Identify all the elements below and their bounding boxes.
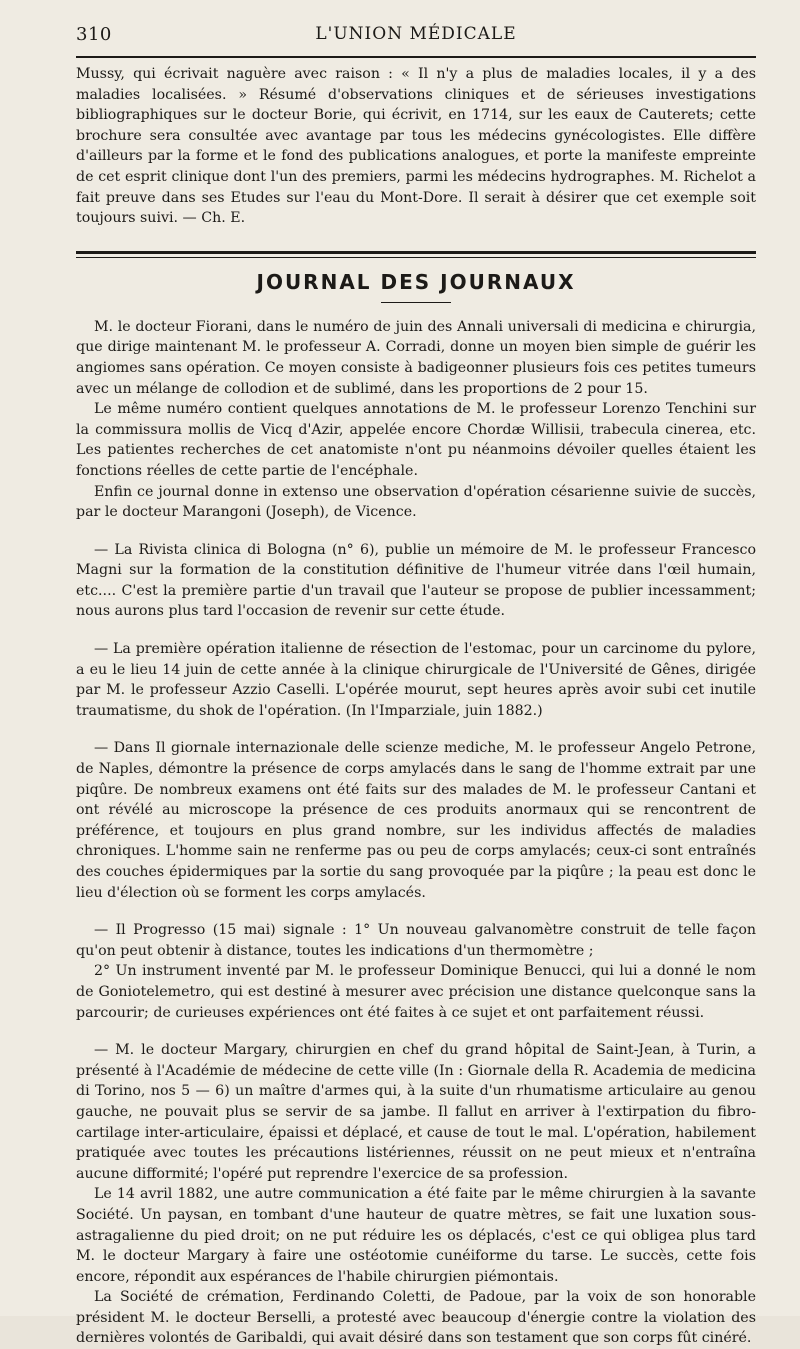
paragraph: M. le docteur Fiorani, dans le numéro de juin des Annali universali di medicina e chirurgia, que dirige maintenant M. le professeur A. Corradi, donne un moyen bien simple de guérir les angiomes sans opération. Ce moyen consiste à badigeonner plusieurs fois ces petites tumeurs avec un mélange de collodion et de sublimé, dans les proportions de 2 pour 15.	[76, 318, 756, 397]
paragraph: La Société de crémation, Ferdinando Coletti, de Padoue, par la voix de son honorable président M. le docteur Berselli, a protesté avec beaucoup d'énergie contre la violation des dernières volontés de Garibaldi, qui avait désiré dans son testament que son corps fût cinéré.	[76, 1289, 756, 1347]
running-title: L'UNION MÉDICALE	[315, 24, 517, 44]
article-body	[76, 317, 756, 1349]
title-rule	[381, 302, 451, 303]
page-header	[76, 18, 756, 48]
paragraph: — Il Progresso (15 mai) signale : 1° Un nouveau galvanomètre construit de telle façon qu'on peut obtenir à distance, toutes les indications d'un thermomètre ;	[76, 922, 756, 959]
paragraph: — La première opération italienne de résection de l'estomac, pour un carcinome du pylore, a eu le lieu 14 juin de cette année à la clinique chirurgicale de l'Université de Gênes, dirigée par M. le professeur Azzio Caselli. L'opérée mourut, sept heures après avoir subi cet inutile traumatisme, du shok de l'opération. (In l'Imparziale, juin 1882.)	[76, 641, 756, 719]
paragraph: 2° Un instrument inventé par M. le professeur Dominique Benucci, qui lui a donné le nom de Goniotelemetro, qui est destiné à mesurer avec précision une distance quelconque sans la parcourir; de curieuses expériences ont été faites à ce sujet et ont parfaitement réussi.	[76, 963, 756, 1021]
paragraph: Le même numéro contient quelques annotations de M. le professeur Lorenzo Tenchini sur la commissura mollis de Vicq d'Azir, appelée encore Chordæ Willisii, trabecula cinerea, etc. Les patientes recherches de cet anatomiste n'ont pu néanmoins dévoiler quelles étaient les fonctions réelles de cette partie de l'encéphale.	[76, 401, 756, 479]
paragraph: Le 14 avril 1882, une autre communication a été faite par le même chirurgien à la savante Société. Un paysan, en tombant d'une hauteur de quatre mètres, se fait une luxation sous-astragalienne du pied droit; on ne put réduire les os déplacés, c'est ce qui obligea plus tard M. le docteur Margary à faire une ostéotomie cunéiforme du tarse. Le succès, cette fois encore, répondit aux espérances de l'habile chirurgien piémontais.	[76, 1186, 756, 1285]
intro-block	[76, 64, 756, 229]
paragraph: — La Rivista clinica di Bologna (n° 6), publie un mémoire de M. le professeur Francesco Magni sur la formation de la constitution définitive de l'humeur vitrée dans l'œil humain, etc.... C'est la première partie d'un travail que l'auteur se propose de publier incessamment; nous aurons plus tard l'occasion de revenir sur cette étude.	[76, 541, 756, 620]
paragraph: — M. le docteur Margary, chirurgien en chef du grand hôpital de Saint-Jean, à Turin, a présenté à l'Académie de médecine de cette ville (In : Giornale della R. Academia de medicina di Torino, nos 5 — 6) un maître d'armes qui, à la suite d'un rhumatisme articulaire au genou gauche, ne pouvait plus se servir de sa jambe. Il fallut en arriver à l'extirpation du fibro-cartilage inter-articulaire, épaissi et déplacé, et cause de tout le mal. L'opération, habilement pratiquée avec toutes les précautions listériennes, réussit on ne peut mieux et n'entraîna aucune difformité; l'opéré put reprendre l'exercice de sa profession.	[76, 1042, 756, 1182]
intro-paragraph: Mussy, qui écrivait naguère avec raison : « Il n'y a plus de maladies locales, il y a des maladies localisées. » Résumé d'observations cliniques et de sérieuses investigations bibliographiques sur le docteur Borie, qui écrivit, en 1714, sur les eaux de Cauterets; cette brochure sera consultée avec avantage par tous les médecins gynécologistes. Elle diffère d'ailleurs par la forme et le fond des publications analogues, et porte la manifeste empreinte de cet esprit clinique dont l'un des premiers, parmi les médecins hydrographes. M. Richelot a fait preuve dans ses Etudes sur l'eau du Mont-Dore. Il serait à désirer que cet exemple soit toujours suivi. — Ch. E.	[76, 66, 756, 227]
paragraph: Enfin ce journal donne in extenso une observation d'opération césarienne suivie de succès, par le docteur Marangoni (Joseph), de Vicence.	[76, 483, 756, 521]
section-divider	[76, 251, 756, 258]
paragraph: — Dans Il giornale internazionale delle scienze mediche, M. le professeur Angelo Petrone, de Naples, démontre la présence de corps amylacés dans le sang de l'homme extrait par une piqûre. De nombreux examens ont été faits sur des malades de M. le professeur Cantani et ont révélé au microscope la présence de ces produits anormaux qui se rencontrent de préférence, et toujours en plus grand nombre, sur les individus affectés de maladies chroniques. L'homme sain ne renferme pas ou peu de corps amylacés; ceux-ci sont entraînés des couches épidermiques par la sortie du sang provoquée par la piqûre ; la peau est donc le lieu d'élection où se forment les corps amylacés.	[76, 740, 756, 901]
page-number: 310	[76, 24, 112, 45]
section-title: JOURNAL DES JOURNAUX	[256, 269, 576, 294]
header-rule	[76, 56, 756, 58]
